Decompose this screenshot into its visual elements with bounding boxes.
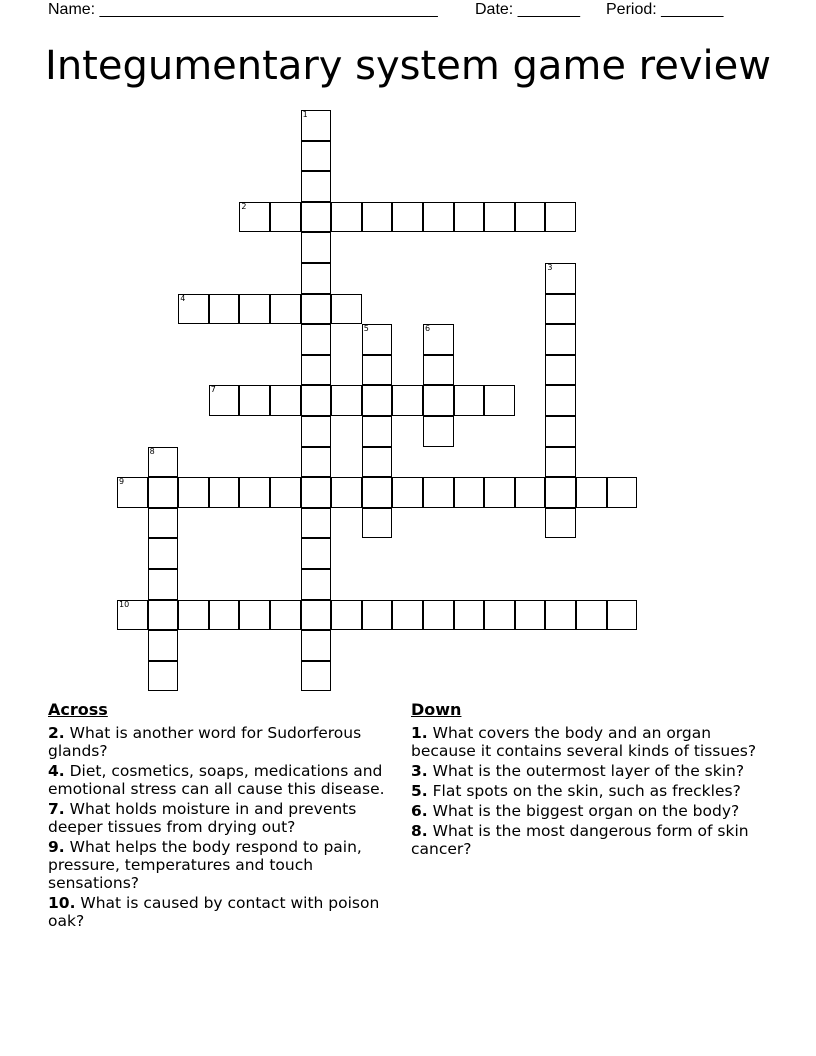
clue-number: 9. [48, 838, 65, 856]
crossword-cell[interactable] [515, 202, 546, 233]
clue-across-10 [48, 894, 404, 930]
crossword-cell[interactable] [545, 508, 576, 539]
down-clues [411, 700, 767, 860]
crossword-cell[interactable] [545, 416, 576, 447]
crossword-cell[interactable] [301, 508, 332, 539]
crossword-cell[interactable] [178, 600, 209, 631]
crossword-cell[interactable] [301, 447, 332, 478]
crossword-cell[interactable] [148, 661, 179, 692]
crossword-cell[interactable] [423, 324, 454, 355]
crossword-cell[interactable] [301, 538, 332, 569]
crossword-cell[interactable] [362, 324, 393, 355]
crossword-cell[interactable] [454, 600, 485, 631]
clue-text: What is the biggest organ on the body? [432, 802, 740, 820]
crossword-cell[interactable] [301, 110, 332, 141]
crossword-cell[interactable] [239, 202, 270, 233]
crossword-cell[interactable] [301, 324, 332, 355]
clue-across-2 [48, 724, 404, 760]
crossword-cell[interactable] [392, 202, 423, 233]
cell-number: 8 [149, 446, 155, 456]
clue-across-9 [48, 838, 404, 892]
crossword-cell[interactable] [362, 508, 393, 539]
crossword-cell[interactable] [239, 477, 270, 508]
crossword-cell[interactable] [331, 202, 362, 233]
crossword-cell[interactable] [148, 569, 179, 600]
across-clues [48, 700, 404, 932]
crossword-cell[interactable] [148, 630, 179, 661]
crossword-cell[interactable] [301, 232, 332, 263]
crossword-cell[interactable] [270, 477, 301, 508]
crossword-cell[interactable] [301, 569, 332, 600]
clue-text: What is the outermost layer of the skin? [432, 762, 745, 780]
crossword-cell[interactable] [576, 600, 607, 631]
crossword-cell[interactable] [301, 385, 332, 416]
crossword-cell[interactable] [178, 294, 209, 325]
crossword-cell[interactable] [392, 600, 423, 631]
crossword-cell[interactable] [148, 600, 179, 631]
crossword-cell[interactable] [270, 385, 301, 416]
clue-number: 1. [411, 724, 428, 742]
crossword-cell[interactable] [423, 355, 454, 386]
crossword-cell[interactable] [545, 263, 576, 294]
crossword-cell[interactable] [209, 385, 240, 416]
crossword-cell[interactable] [545, 385, 576, 416]
clue-text: What helps the body respond to pain, pressure, temperatures and touch sensations? [48, 838, 362, 892]
cell-number: 5 [363, 324, 369, 334]
crossword-cell[interactable] [362, 600, 393, 631]
clue-text: What holds moisture in and prevents deeper tissues from drying out? [48, 800, 357, 836]
clue-down-6 [411, 802, 767, 820]
crossword-cell[interactable] [301, 416, 332, 447]
crossword-cell[interactable] [362, 447, 393, 478]
crossword-cell[interactable] [423, 385, 454, 416]
crossword-cell[interactable] [484, 600, 515, 631]
crossword-cell[interactable] [301, 202, 332, 233]
crossword-cell[interactable] [270, 294, 301, 325]
date-field-label: Date: _______ [475, 1, 580, 18]
crossword-cell[interactable] [239, 600, 270, 631]
crossword-cell[interactable] [301, 141, 332, 172]
clue-number: 7. [48, 800, 65, 818]
crossword-cell[interactable] [607, 600, 638, 631]
crossword-cell[interactable] [545, 324, 576, 355]
crossword-cell[interactable] [331, 385, 362, 416]
clue-number: 10. [48, 894, 76, 912]
crossword-cell[interactable] [576, 477, 607, 508]
crossword-cell[interactable] [545, 294, 576, 325]
cell-number: 2 [241, 201, 247, 211]
clue-number: 3. [411, 762, 428, 780]
page-title: Integumentary system game review [45, 43, 771, 89]
crossword-cell[interactable] [209, 600, 240, 631]
crossword-cell[interactable] [209, 477, 240, 508]
crossword-cell[interactable] [270, 202, 301, 233]
name-field-label: Name: ______________________________________ [48, 1, 438, 18]
across-heading: Across [48, 700, 108, 719]
clue-text: Diet, cosmetics, soaps, medications and emotional stress can all cause this disease. [48, 762, 385, 798]
crossword-cell[interactable] [301, 263, 332, 294]
cell-number: 4 [180, 293, 186, 303]
clue-number: 2. [48, 724, 65, 742]
crossword-cell[interactable] [545, 355, 576, 386]
crossword-cell[interactable] [454, 202, 485, 233]
crossword-cell[interactable] [484, 202, 515, 233]
crossword-cell[interactable] [392, 385, 423, 416]
crossword-cell[interactable] [545, 447, 576, 478]
worksheet-header [48, 0, 748, 20]
crossword-cell[interactable] [545, 600, 576, 631]
crossword-cell[interactable] [301, 355, 332, 386]
cell-number: 3 [547, 263, 553, 272]
clue-across-7 [48, 800, 404, 836]
crossword-cell[interactable] [301, 171, 332, 202]
clue-number: 4. [48, 762, 65, 780]
crossword-cell[interactable] [392, 477, 423, 508]
clue-across-4 [48, 762, 404, 798]
clue-number: 8. [411, 822, 428, 840]
crossword-cell[interactable] [454, 477, 485, 508]
clue-number: 6. [411, 802, 428, 820]
crossword-cell[interactable] [239, 294, 270, 325]
crossword-cell[interactable] [362, 416, 393, 447]
crossword-cell[interactable] [331, 294, 362, 325]
crossword-cell[interactable] [423, 416, 454, 447]
period-field-label: Period: _______ [606, 1, 724, 18]
crossword-cell[interactable] [484, 385, 515, 416]
clue-number: 5. [411, 782, 428, 800]
crossword-cell[interactable] [362, 477, 393, 508]
crossword-cell[interactable] [117, 600, 148, 631]
crossword-cell[interactable] [117, 477, 148, 508]
crossword-cell[interactable] [362, 385, 393, 416]
crossword-cell[interactable] [209, 294, 240, 325]
crossword-cell[interactable] [423, 202, 454, 233]
crossword-cell[interactable] [301, 661, 332, 692]
crossword-cell[interactable] [454, 385, 485, 416]
crossword-cell[interactable] [331, 477, 362, 508]
crossword-cell[interactable] [545, 202, 576, 233]
clue-text: Flat spots on the skin, such as freckles? [432, 782, 741, 800]
crossword-cell[interactable] [239, 385, 270, 416]
crossword-cell[interactable] [515, 600, 546, 631]
down-heading: Down [411, 700, 462, 719]
crossword-cell[interactable] [484, 477, 515, 508]
crossword-cell[interactable] [301, 294, 332, 325]
crossword-cell[interactable] [301, 630, 332, 661]
clue-down-3 [411, 762, 767, 780]
clue-down-5 [411, 782, 767, 800]
crossword-cell[interactable] [178, 477, 209, 508]
crossword-cell[interactable] [270, 600, 301, 631]
cell-number: 9 [119, 477, 125, 487]
clue-down-1 [411, 724, 767, 760]
cell-number: 1 [302, 110, 308, 119]
cell-number: 6 [425, 324, 431, 334]
crossword-cell[interactable] [148, 508, 179, 539]
crossword-cell[interactable] [423, 600, 454, 631]
crossword-cell[interactable] [362, 202, 393, 233]
cell-number: 7 [210, 385, 216, 395]
crossword-cell[interactable] [331, 600, 362, 631]
crossword-cell[interactable] [148, 477, 179, 508]
crossword-cell[interactable] [148, 447, 179, 478]
crossword-cell[interactable] [515, 477, 546, 508]
crossword-cell[interactable] [545, 477, 576, 508]
clue-down-8 [411, 822, 767, 858]
clue-text: What covers the body and an organ because it contains several kinds of tissues? [411, 724, 757, 760]
crossword-cell[interactable] [301, 600, 332, 631]
crossword-cell[interactable] [148, 538, 179, 569]
crossword-cell[interactable] [301, 477, 332, 508]
clue-text: What is another word for Sudorferous glands? [48, 724, 362, 760]
cell-number: 10 [119, 599, 130, 609]
crossword-cell[interactable] [423, 477, 454, 508]
crossword-cell[interactable] [362, 355, 393, 386]
clue-text: What is the most dangerous form of skin cancer? [411, 822, 749, 858]
crossword-cell[interactable] [607, 477, 638, 508]
clue-text: What is caused by contact with poison oak? [48, 894, 380, 930]
